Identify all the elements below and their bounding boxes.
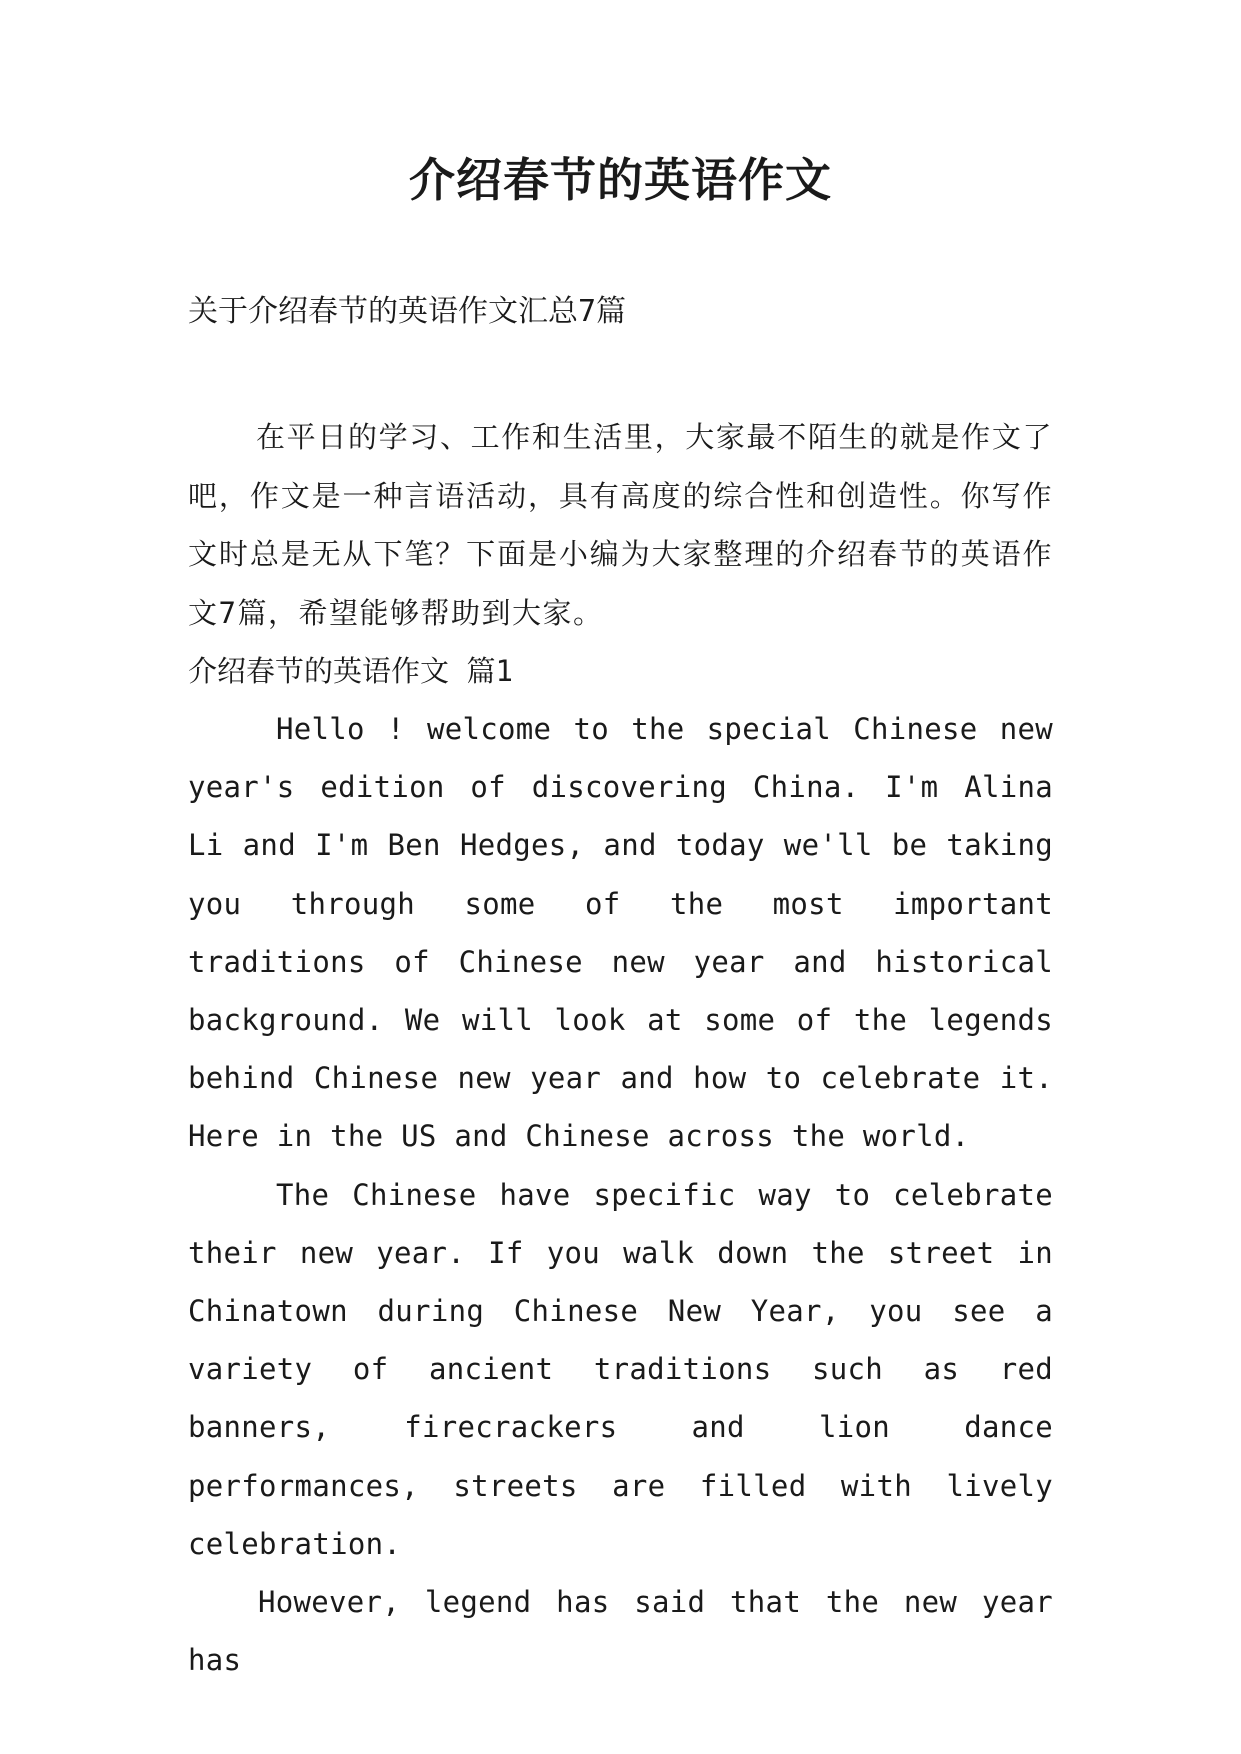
body-paragraph-3: However, legend has said that the new year has: [188, 1585, 1053, 1678]
document-title: 介绍春节的英语作文: [409, 153, 832, 207]
document-subtitle: 关于介绍春节的英语作文汇总7篇: [188, 294, 627, 329]
intro-paragraph: 在平日的学习、工作和生活里，大家最不陌生的就是作文了吧，作文是一种言语活动，具有高度的综合性和创造性。你写作文时总是无从下笔？下面是小编为大家整理的介绍春节的英语作文7篇，希望能够帮助到大家。: [188, 420, 1053, 630]
section-heading: 介绍春节的英语作文 篇1: [188, 654, 513, 688]
body-paragraph-1: Hello ! welcome to the special Chinese new year's edition of discovering China. I'm Alina Li and I'm Ben Hedges, and today we'll be taking you through some of the most important traditions of Chinese new year and historical background. We will look at some of the legends behind Chinese new year and how to celebrate it. Here in the US and Chinese across the world.: [188, 712, 1053, 1154]
document-body: [188, 408, 1053, 1689]
body-paragraph-2: The Chinese have specific way to celebrate their new year. If you walk down the street in Chinatown during Chinese New Year, you see a variety of ancient traditions such as red banners, firecrackers and lion dance performances, streets are filled with lively celebration.: [188, 1177, 1053, 1561]
